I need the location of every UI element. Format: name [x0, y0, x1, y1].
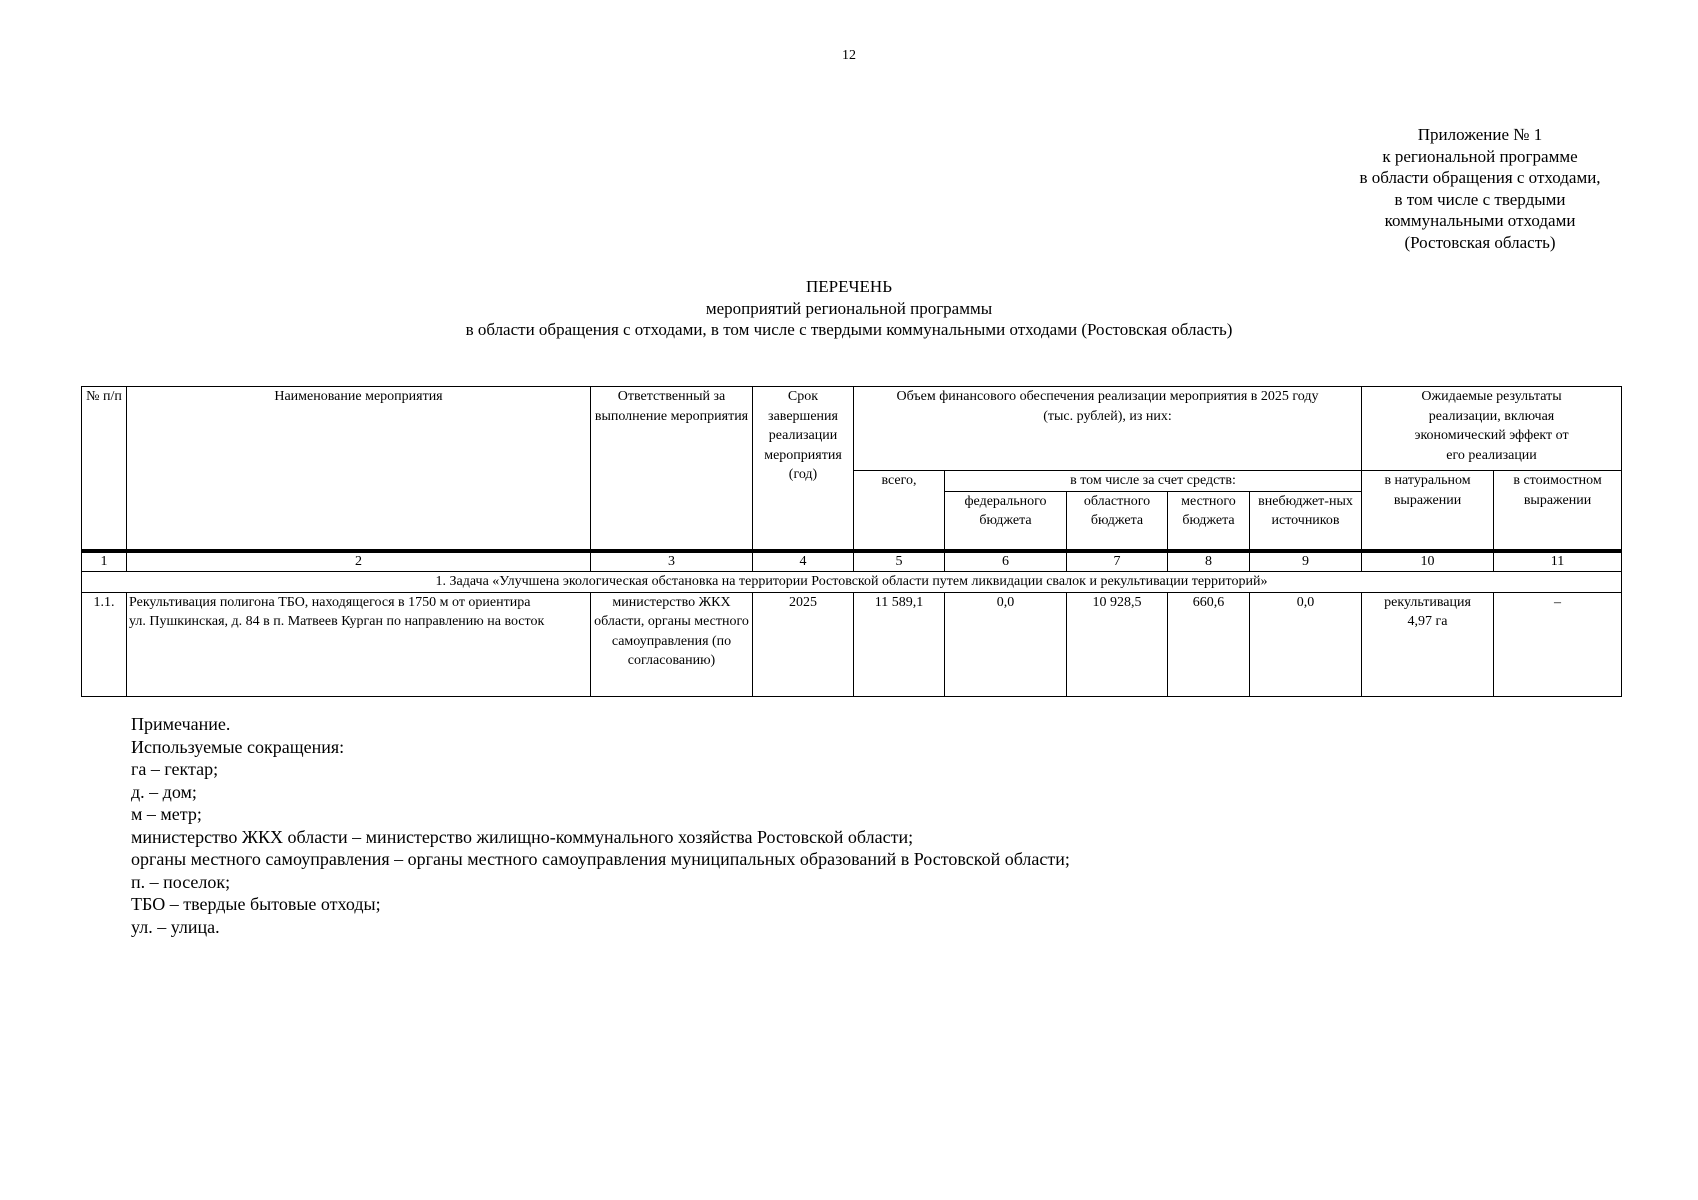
header-including: в том числе за счет средств:	[945, 471, 1362, 492]
title-heading: ПЕРЕЧЕНЬ	[806, 277, 892, 296]
cell-num: 1.1.	[82, 592, 127, 696]
column-number: 9	[1250, 551, 1362, 572]
header-responsible: Ответственный за выполнение мероприятия	[591, 387, 753, 552]
header-value: в стоимостном выражении	[1494, 471, 1622, 552]
column-number: 7	[1067, 551, 1168, 572]
column-number: 2	[127, 551, 591, 572]
column-number: 4	[753, 551, 854, 572]
column-number: 11	[1494, 551, 1622, 572]
page-number: 12	[842, 48, 856, 63]
column-number: 5	[854, 551, 945, 572]
header-num: № п/п	[82, 387, 127, 552]
appendix-block	[1280, 124, 1680, 253]
column-number: 1	[82, 551, 127, 572]
header-federal: федерального бюджета	[945, 491, 1067, 551]
header-local: местного бюджета	[1168, 491, 1250, 551]
measures-table	[81, 386, 1622, 697]
cell-natural: рекультивация 4,97 га	[1362, 592, 1494, 696]
appendix-line: в том числе с твердыми	[1394, 189, 1566, 209]
note-line: д. – дом;	[131, 781, 197, 802]
cell-regional: 10 928,5	[1067, 592, 1168, 696]
column-number: 10	[1362, 551, 1494, 572]
appendix-line: (Ростовская область)	[1404, 232, 1556, 252]
cell-responsible: министерство ЖКХ области, органы местного самоуправления (по согласованию)	[591, 592, 753, 696]
cell-extrabudgetary: 0,0	[1250, 592, 1362, 696]
cell-local: 660,6	[1168, 592, 1250, 696]
header-natural: в натуральном выражении	[1362, 471, 1494, 552]
column-number: 3	[591, 551, 753, 572]
note-line: Используемые сокращения:	[131, 736, 345, 757]
cell-value: –	[1494, 592, 1622, 696]
note-line: п. – поселок;	[131, 871, 231, 892]
column-number: 6	[945, 551, 1067, 572]
appendix-line: в области обращения с отходами,	[1359, 168, 1601, 187]
appendix-line: коммунальными отходами	[1384, 211, 1576, 230]
document-title	[0, 276, 1698, 341]
cell-federal: 0,0	[945, 592, 1067, 696]
header-results-group: Ожидаемые результаты реализации, включая экономический эффект от его реализации	[1362, 387, 1622, 471]
header-total: всего,	[854, 471, 945, 552]
note-line: ТБО – твердые бытовые отходы;	[131, 894, 381, 914]
header-funding-group: Объем финансового обеспечения реализации мероприятия в 2025 году (тыс. рублей), из них:	[854, 387, 1362, 471]
header-deadline: Срок завершения реализации мероприятия (год)	[753, 387, 854, 552]
cell-deadline: 2025	[753, 592, 854, 696]
title-subheading: мероприятий региональной программы	[705, 298, 993, 318]
appendix-line: Приложение № 1	[1417, 125, 1543, 144]
note-line: м – метр;	[131, 804, 202, 824]
notes-block	[131, 713, 1581, 938]
note-line: Примечание.	[131, 714, 231, 734]
table-row	[82, 592, 1622, 696]
note-line: га – гектар;	[131, 759, 219, 779]
header-name: Наименование мероприятия	[127, 387, 591, 552]
section-row: 1. Задача «Улучшена экологическая обстановка на территории Ростовской области путем ликвидации свалок и рекультивации территорий»	[82, 572, 1622, 593]
note-line: ул. – улица.	[131, 916, 220, 937]
note-line: органы местного самоуправления – органы местного самоуправления муниципальных образований в Ростовской области;	[131, 849, 1070, 869]
appendix-line: к региональной программе	[1382, 146, 1578, 166]
header-regional: областного бюджета	[1067, 491, 1168, 551]
header-extrabudgetary: внебюджет-ных источников	[1250, 491, 1362, 551]
note-line: министерство ЖКХ области – министерство жилищно-коммунального хозяйства Ростовской области;	[131, 826, 914, 847]
title-subheading: в области обращения с отходами, в том числе с твердыми коммунальными отходами (Ростовская область)	[465, 320, 1233, 339]
cell-name: Рекультивация полигона ТБО, находящегося в 1750 м от ориентира ул. Пушкинская, д. 84 в п. Матвеев Курган по направлению на восток	[127, 592, 591, 696]
column-number: 8	[1168, 551, 1250, 572]
cell-total: 11 589,1	[854, 592, 945, 696]
